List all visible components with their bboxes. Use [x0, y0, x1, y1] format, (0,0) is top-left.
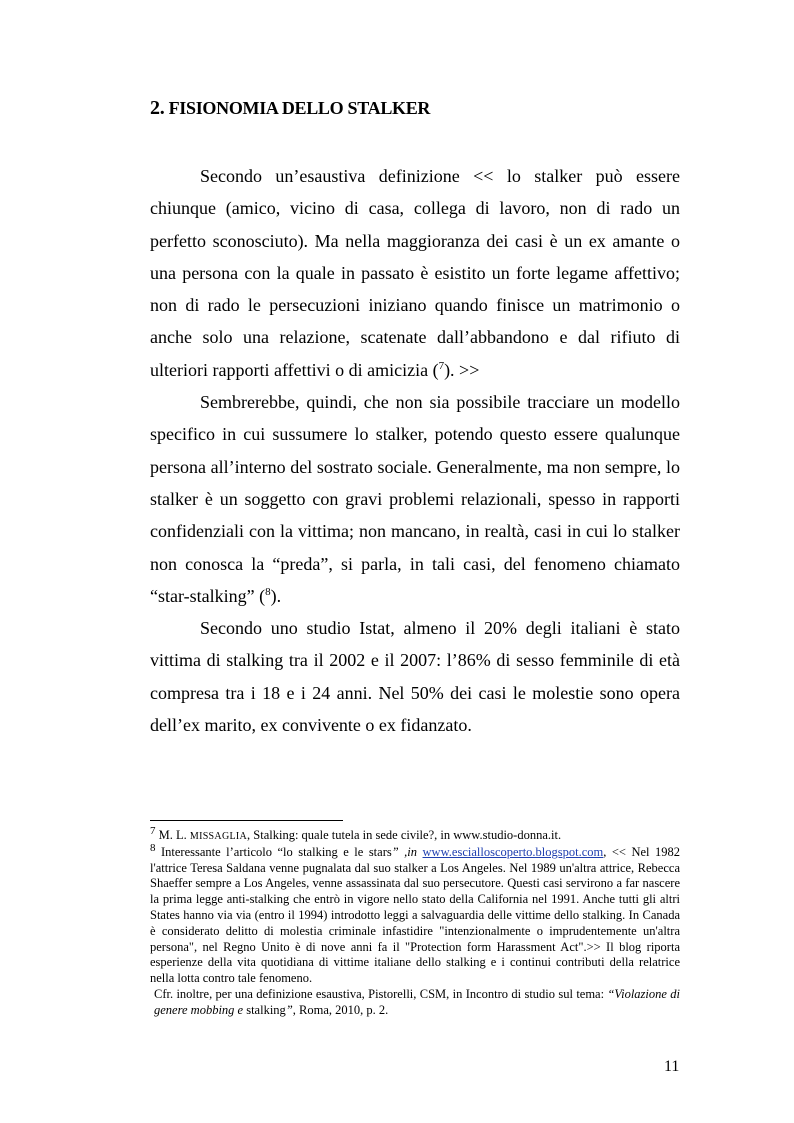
footnote-divider [150, 820, 343, 821]
section-heading [150, 97, 430, 120]
footnote-8: $^8$ Interessante l’articolo “lo stalking e le stars” ,in www.escialloscoperto.blogspot.com, << Nel 1982 l'attrice Teresa Saldana venne pugnalata dal suo stalker a Los Angeles. Nel 1989 un'altra attrice, Rebecca Shaeffer sempre a Los Angeles, venne assassinata dal suo persecutore. Questi casi servirono a far nascere la prima legge anti-stalking che entrò in vigore nello stato della California nel 1991. Anche tutti gli altri States hanno via via (entro il 1994) introdotto leggi a salvaguardia delle vittime dello stalking. In Canada è considerato delitto di molestia criminale infastidire "intenzionalmente o imprudentemente un'altra persona", nel Regno Unito è di nove anni fa il "Protection form Harassment Act".>> Il blog riporta esperienze della vita quotidiana di vittime italiane dello stalking e i continui contributi della relatrice nella lotta contro tale fenomeno. [150, 841, 680, 986]
section-title: FISIONOMIA DELLO STALKER [168, 98, 431, 118]
body-text [150, 160, 680, 741]
footnotes [150, 824, 681, 1019]
blog-link[interactable]: www.escialloscoperto.blogspot.com [422, 844, 604, 859]
paragraph: Secondo un’esaustiva definizione << lo stalker può essere chiunque (amico, vicino di casa, collega di lavoro, non di rado un perfetto sconosciuto). Ma nella maggioranza dei casi è un ex amante o una persona con la quale in passato è esistito un forte legame affettivo; non di rado le persecuzioni iniziano quando finisce un matrimonio o anche solo una relazione, scatenate dall’abbandono e dal rifiuto di ulteriori rapporti affettivi o di amicizia ($^7$). >> [150, 166, 680, 380]
footnote-ref-7[interactable]: 7 [438, 359, 445, 372]
page-number: 11 [664, 1058, 680, 1075]
paragraph: Secondo uno studio Istat, almeno il 20% degli italiani è stato vittima di stalking tra il 2002 e il 2007: l’86% di sesso femminile di età compresa tra i 18 e i 24 anni. Nel 50% dei casi le molestie sono opera dell’ex marito, ex convivente o ex fidanzato. [150, 618, 680, 736]
section-number: 2. [150, 97, 165, 119]
paragraph: Sembrerebbe, quindi, che non sia possibile tracciare un modello specifico in cui sussumere lo stalker, potendo questo essere qualunque persona all’interno del sostrato sociale. Generalmente, ma non sempre, lo stalker è un soggetto con gravi problemi relazionali, spesso in rapporti confidenziali con la vittima; non mancano, in realtà, casi in cui lo stalker non conosca la “preda”, si parla, in tali casi, del fenomeno chiamato “star-stalking” ($^8$). [150, 392, 680, 606]
footnote-8-cfr: Cfr. inoltre, per una definizione esaustiva, Pistorelli, CSM, in Incontro di studio sul tema: “Violazione di genere mobbing e stalking”, Roma, 2010, p. 2. [154, 986, 681, 1017]
footnote-7: $^7$ M. L. MISSAGLIA, Stalking: quale tutela in sede civile?, in www.studio-donna.it. [150, 824, 562, 842]
footnote-ref-8[interactable]: 8 [265, 585, 271, 598]
